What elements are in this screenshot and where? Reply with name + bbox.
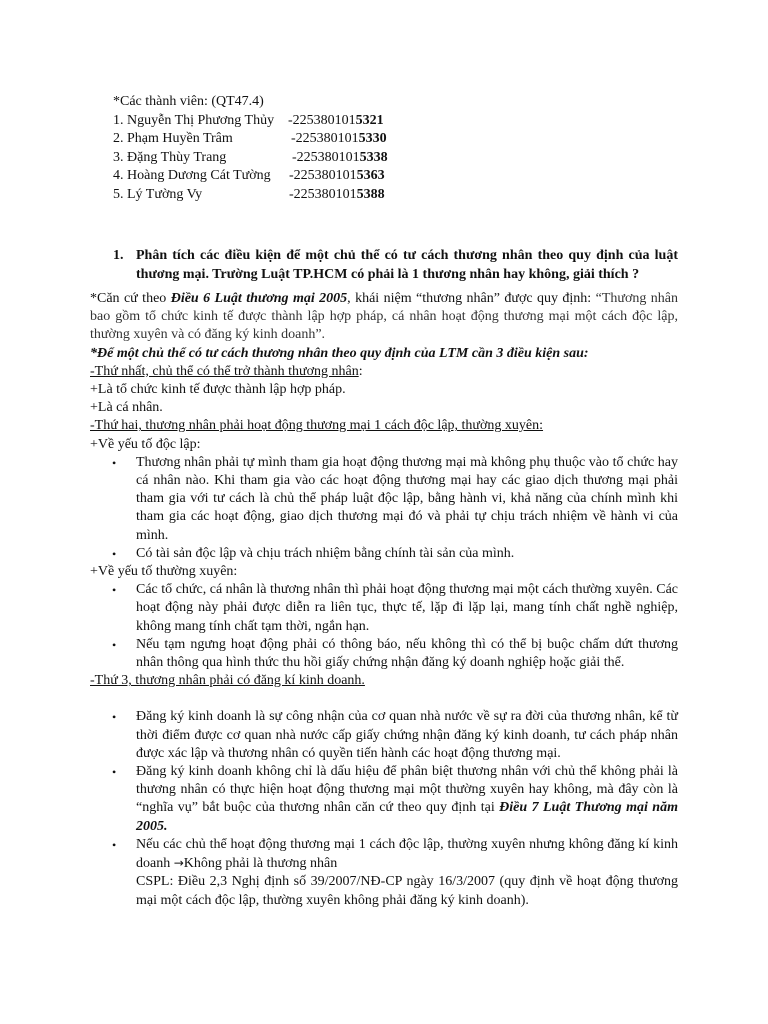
independence-heading: +Về yếu tố độc lập: — [90, 436, 201, 452]
question-number: 1. — [113, 248, 124, 263]
regularity-heading: +Về yếu tố thường xuyên: — [90, 564, 238, 580]
registration-list — [90, 708, 678, 873]
member-id: -2253801015321 — [288, 112, 384, 128]
regularity-list — [90, 581, 678, 672]
list-item: • Nếu tạm ngưng hoạt động phải có thông báo, nếu không thì có thể bị buộc chấm dứt thương nhân thông qua hình thức thu hồi giấy chứng nhận đăng ký doanh nghiệp hoặc giải thể. — [112, 636, 678, 671]
member-row-2 — [113, 130, 387, 149]
member-row-3 — [113, 149, 388, 168]
document-body — [90, 290, 678, 910]
independence-list — [90, 454, 678, 563]
member-id: -2253801015388 — [289, 186, 385, 202]
list-item: • Đăng ký kinh doanh là sự công nhận của cơ quan nhà nước về sự ra đời của thương nhân, kể từ thời điểm được cơ quan nhà nước cấp giấy chứng nhận đăng ký kinh doanh, tư cách pháp nhân được xác lập và thương nhân có quyền tiến hành các hoạt động thương mại. — [112, 709, 678, 761]
basis-paragraph: *Căn cứ theo Điều 6 Luật thương mại 2005, khái niệm “thương nhân” được quy định: “Thương nhân bao gồm tổ chức kinh tế được thành lập hợp pháp, cá nhân hoạt động thương mại một cách độc lập, thường xuyên và có đăng ký kinh doanh”. — [90, 291, 678, 343]
members-header: *Các thành viên: (QT47.4) — [113, 94, 264, 109]
condition-first: -Thứ nhất, chủ thể có thể trở thành thương nhân: — [90, 363, 363, 379]
conditions-heading: *Để một chủ thể có tư cách thương nhân theo quy định của LTM cần 3 điều kiện sau: — [90, 345, 589, 361]
member-row-4 — [113, 167, 385, 186]
member-name: 4. Hoàng Dương Cát Tường — [113, 168, 271, 183]
member-name: 1. Nguyễn Thị Phương Thủy — [113, 112, 275, 128]
member-id: -2253801015363 — [289, 168, 385, 183]
list-item: • Nếu các chủ thể hoạt động thương mại 1 cách độc lập, thường xuyên nhưng không đăng kí kinh doanh →Không phải là thương nhân — [112, 836, 678, 872]
condition-second: -Thứ hai, thương nhân phải hoạt động thương mại 1 cách độc lập, thường xuyên: — [90, 418, 544, 434]
list-item: • Các tổ chức, cá nhân là thương nhân thì phải hoạt động thương mại một cách thường xuyên. Các hoạt động này phải được diễn ra liên tục, thực tế, lặp đi lặp lại, mang tính chất nghề nghiệp, không mang tính chất tạm thời, ngắn hạn. — [112, 582, 678, 634]
member-id: -2253801015338 — [292, 149, 388, 165]
cspl-paragraph: CSPL: Điều 2,3 Nghị định số 39/2007/NĐ-CP ngày 16/3/2007 (quy định về hoạt động thương mại một cách độc lập, thường xuyên không phải đăng ký kinh doanh). — [136, 874, 678, 908]
question-heading — [113, 247, 678, 284]
member-name: 3. Đặng Thùy Trang — [113, 149, 227, 165]
condition-third: -Thứ 3, thương nhân phải có đăng kí kinh doanh. — [90, 673, 365, 689]
member-name: 5. Lý Tường Vy — [113, 186, 203, 202]
list-item: • Thương nhân phải tự mình tham gia hoạt động thương mại mà không phụ thuộc vào tổ chức hay cá nhân nào. Khi tham gia vào các hoạt động thương mại hay các giao dịch thương mại phải tham gia với tư cách là chủ thể pháp luật độc lập, bằng hành vi, khả năng của chính mình khi tham gia các hoạt động, giao dịch thương mại đó và phải tự chịu trách nhiệm về hành vi của mình. — [112, 454, 678, 543]
condition-first-b: +Là cá nhân. — [90, 400, 163, 416]
member-name: 2. Phạm Huyền Trâm — [113, 131, 233, 146]
member-row-5 — [113, 186, 385, 205]
definition-quote: “Thương nhân bao gồm tổ chức kinh tế được thành lập hợp pháp, cá nhân hoạt động thương mại một cách độc lập, thường xuyên và có đăng ký kinh doanh”. — [90, 291, 678, 343]
spacer — [90, 690, 678, 708]
member-id: -2253801015330 — [291, 131, 387, 146]
law-reference: Điều 6 Luật thương mại 2005 — [170, 291, 348, 306]
list-item: • Đăng ký kinh doanh không chỉ là dấu hiệu để phân biệt thương nhân với chủ thể không phải là thương nhân có thực hiện hoạt động thương mại một thường xuyên hay không, mà đây còn là “nghĩa vụ” bắt buộc của thương nhân căn cứ theo quy định tại Điều 7 Luật Thương mại năm 2005. — [112, 764, 678, 834]
list-item: • Có tài sản độc lập và chịu trách nhiệm bằng chính tài sản của mình. — [112, 545, 515, 561]
question-text: Phân tích các điều kiện để một chủ thể có tư cách thương nhân theo quy định của luật thương mại. Trường Luật TP.HCM có phải là 1 thương nhân hay không, giải thích ? — [136, 248, 678, 282]
law-reference: Điều 7 Luật Thương mại năm 2005. — [136, 800, 678, 834]
member-row-1 — [113, 112, 384, 131]
condition-first-a: +Là tổ chức kinh tế được thành lập hợp pháp. — [90, 382, 346, 398]
arrow-right-icon: → — [173, 856, 184, 871]
members-block — [113, 93, 388, 204]
